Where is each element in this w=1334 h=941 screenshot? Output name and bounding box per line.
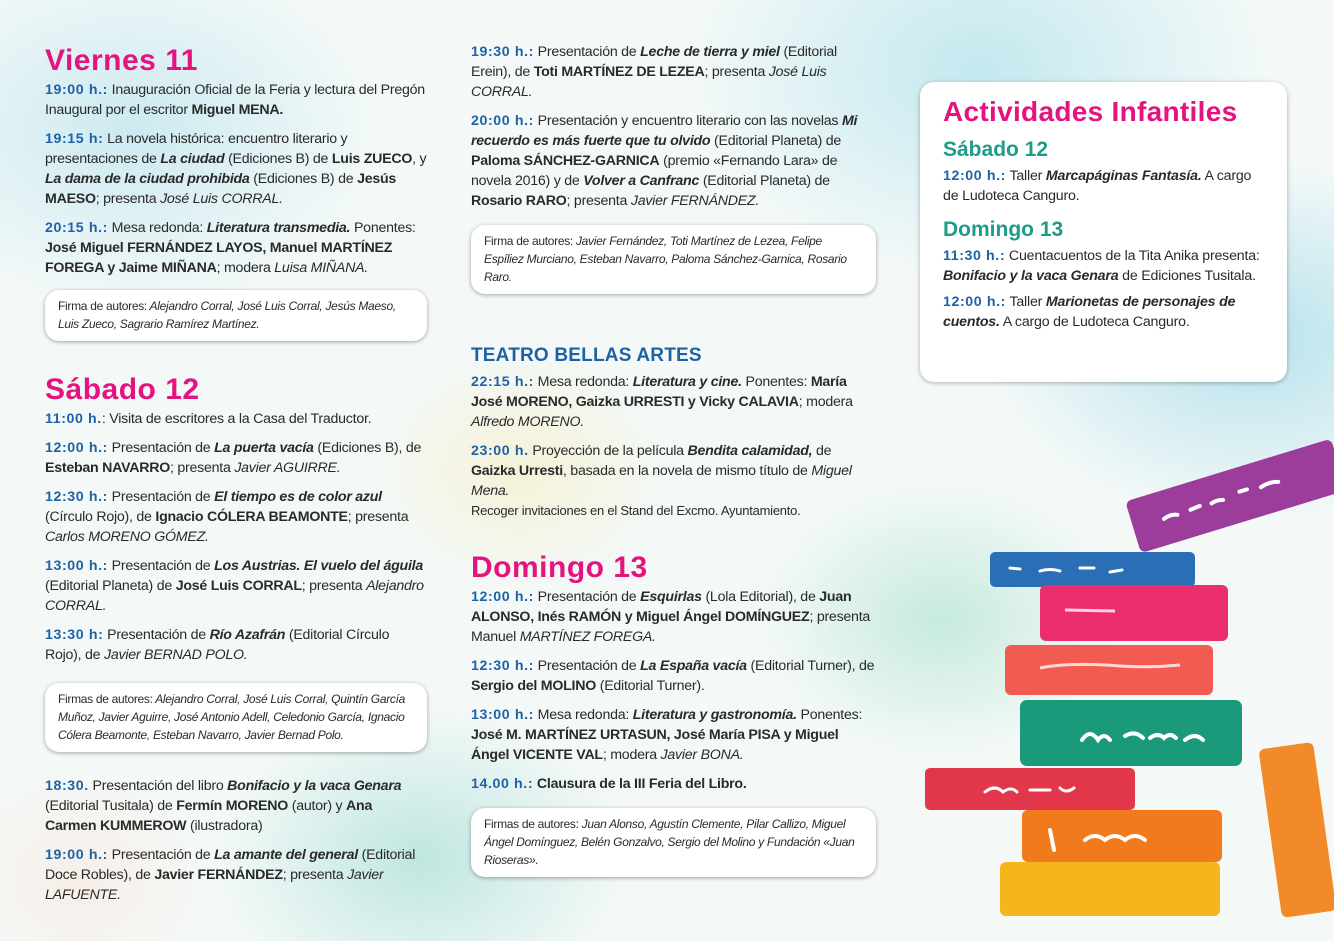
day-title-viernes: Viernes 11 (45, 44, 198, 77)
kids-day-domingo: Domingo 13 (943, 218, 1064, 241)
book-standing-orange (1258, 742, 1334, 918)
signing-box-sabado: Firmas de autores: Alejandro Corral, José Luis Corral, Quintín García Muñoz, Javier Aguirre, José Antonio Adell, Celedonio García, Ignacio Cólera Beamonte, Esteban Navarro, Javier Bernad Polo. (45, 683, 427, 752)
kids-event-domingo-1200: 12:00 h.: Taller Marionetas de personajes de cuentos. A cargo de Ludoteca Canguro. (943, 294, 1236, 330)
event-domingo-1230: 12:30 h.: Presentación de La España vacía (Editorial Turner), de Sergio del MOLINO (Editorial Turner). (471, 658, 875, 694)
event-sabado-1330: 13:30 h: Presentación de Río Azafrán (Editorial Círculo Rojo), de Javier BERNAD POLO. (45, 627, 390, 663)
kids-event-domingo-1130: 11:30 h.: Cuentacuentos de la Tita Anika presenta: Bonifacio y la vaca Genara de Ediciones Tusitala. (943, 248, 1260, 284)
day-title-sabado: Sábado 12 (45, 373, 200, 406)
venue-title-teatro: TEATRO BELLAS ARTES (471, 345, 702, 366)
kids-activities-card (920, 82, 1287, 382)
day-title-domingo: Domingo 13 (471, 551, 648, 584)
kids-title: Actividades Infantiles (943, 96, 1238, 127)
event-sabado-1900: 19:00 h.: Presentación de La amante del general (Editorial Doce Robles), de Javier FERNÁNDEZ; presenta Javier LAFUENTE. (45, 847, 416, 903)
event-sabado-1230: 12:30 h.: Presentación de El tiempo es de color azul (Círculo Rojo), de Ignacio CÓLERA BEAMONTE; presenta Carlos MORENO GÓMEZ. (45, 489, 409, 545)
event-sabado-1100: 11:00 h.: Visita de escritores a la Casa del Traductor. (45, 411, 372, 427)
event-viernes-1915: 19:15 h: La novela histórica: encuentro literario y presentaciones de La ciudad (Ediciones B) de Luis ZUECO, y La dama de la ciudad prohibida (Ediciones B) de Jesús MAESO; presenta José Luis CORRAL. (45, 131, 427, 207)
event-sabado-1300: 13:00 h.: Presentación de Los Austrias. El vuelo del águila (Editorial Planeta) de José Luis CORRAL; presenta Alejandro CORRAL. (45, 558, 424, 614)
book-yellow (1000, 862, 1220, 916)
signing-box-viernes: Firma de autores: Alejandro Corral, José Luis Corral, Jesús Maeso, Luis Zueco, Sagrario Ramírez Martínez. (45, 290, 427, 341)
book-pink (1040, 585, 1228, 641)
event-viernes-2000: 20:00 h.: Presentación y encuentro literario con las novelas Mi recuerdo es más fuerte que tu olvido (Editorial Planeta) de Paloma SÁNCHEZ-GARNICA (premio «Fernando Lara» de novela 2016) y de Volver a Canfranc (Editorial Planeta) de Rosario RARO; presenta Javier FERNÁNDEZ. (471, 113, 858, 209)
event-viernes-1900: 19:00 h.: Inauguración Oficial de la Feria y lectura del Pregón Inaugural por el escritor Miguel MENA. (45, 82, 425, 118)
event-domingo-1400: 14.00 h.: Clausura de la III Feria del Libro. (471, 776, 747, 792)
book-red (925, 768, 1135, 810)
signing-box-domingo: Firmas de autores: Juan Alonso, Agustín Clemente, Pilar Callizo, Miguel Ángel Domínguez, Belén Gonzalvo, Sergio del Molino y Fundación «Juan Rioseras». (471, 808, 876, 877)
book-orange (1022, 810, 1222, 862)
event-domingo-1300: 13:00 h.: Mesa redonda: Literatura y gastronomía. Ponentes: José M. MARTÍNEZ URTASUN, José María PISA y Miguel Ángel VICENTE VAL; modera Javier BONA. (471, 707, 863, 763)
event-viernes-2215: 22:15 h.: Mesa redonda: Literatura y cine. Ponentes: María José MORENO, Gaizka URRESTI y Vicky CALAVIA; modera Alfredo MORENO. (471, 374, 853, 430)
kids-event-sabado-1200: 12:00 h.: Taller Marcapáginas Fantasía. A cargo de Ludoteca Canguro. (943, 168, 1252, 204)
event-viernes-2015: 20:15 h.: Mesa redonda: Literatura transmedia. Ponentes: José Miguel FERNÁNDEZ LAYOS, Manuel MARTÍNEZ FOREGA y Jaime MIÑANA; modera Luisa MIÑANA. (45, 220, 416, 276)
event-viernes-2300: 23:00 h. Proyección de la película Bendita calamidad, de Gaizka Urresti, basada en la novela de mismo título de Miguel Mena. Recoger invitaciones en el Stand del Excmo. Ayuntamiento. (471, 443, 852, 518)
book-green (1020, 700, 1242, 766)
book-coral (1005, 645, 1213, 695)
column-left (45, 42, 427, 914)
kids-day-sabado: Sábado 12 (943, 138, 1049, 161)
column-middle (471, 42, 876, 877)
event-domingo-1200: 12:00 h.: Presentación de Esquirlas (Lola Editorial), de Juan ALONSO, Inés RAMÓN y Miguel Ángel DOMÍNGUEZ; presenta Manuel MARTÍNEZ FOREGA. (471, 589, 871, 645)
event-sabado-1200: 12:00 h.: Presentación de La puerta vacía (Ediciones B), de Esteban NAVARRO; presenta Javier AGUIRRE. (45, 440, 422, 476)
book-purple (1125, 439, 1334, 554)
event-viernes-1930: 19:30 h.: Presentación de Leche de tierra y miel (Editorial Erein), de Toti MARTÍNEZ DE LEZEA; presenta José Luis CORRAL. (471, 44, 837, 100)
book-blue (990, 552, 1195, 587)
event-sabado-1830: 18:30. Presentación del libro Bonifacio y la vaca Genara (Editorial Tusitala) de Fermín MORENO (autor) y Ana Carmen KUMMEROW (ilustradora) (45, 778, 402, 834)
signing-box-viernes-2: Firma de autores: Javier Fernández, Toti Martínez de Lezea, Felipe Espíliez Murciano, Esteban Navarro, Paloma Sánchez-Garnica, Rosario Raro. (471, 225, 876, 294)
